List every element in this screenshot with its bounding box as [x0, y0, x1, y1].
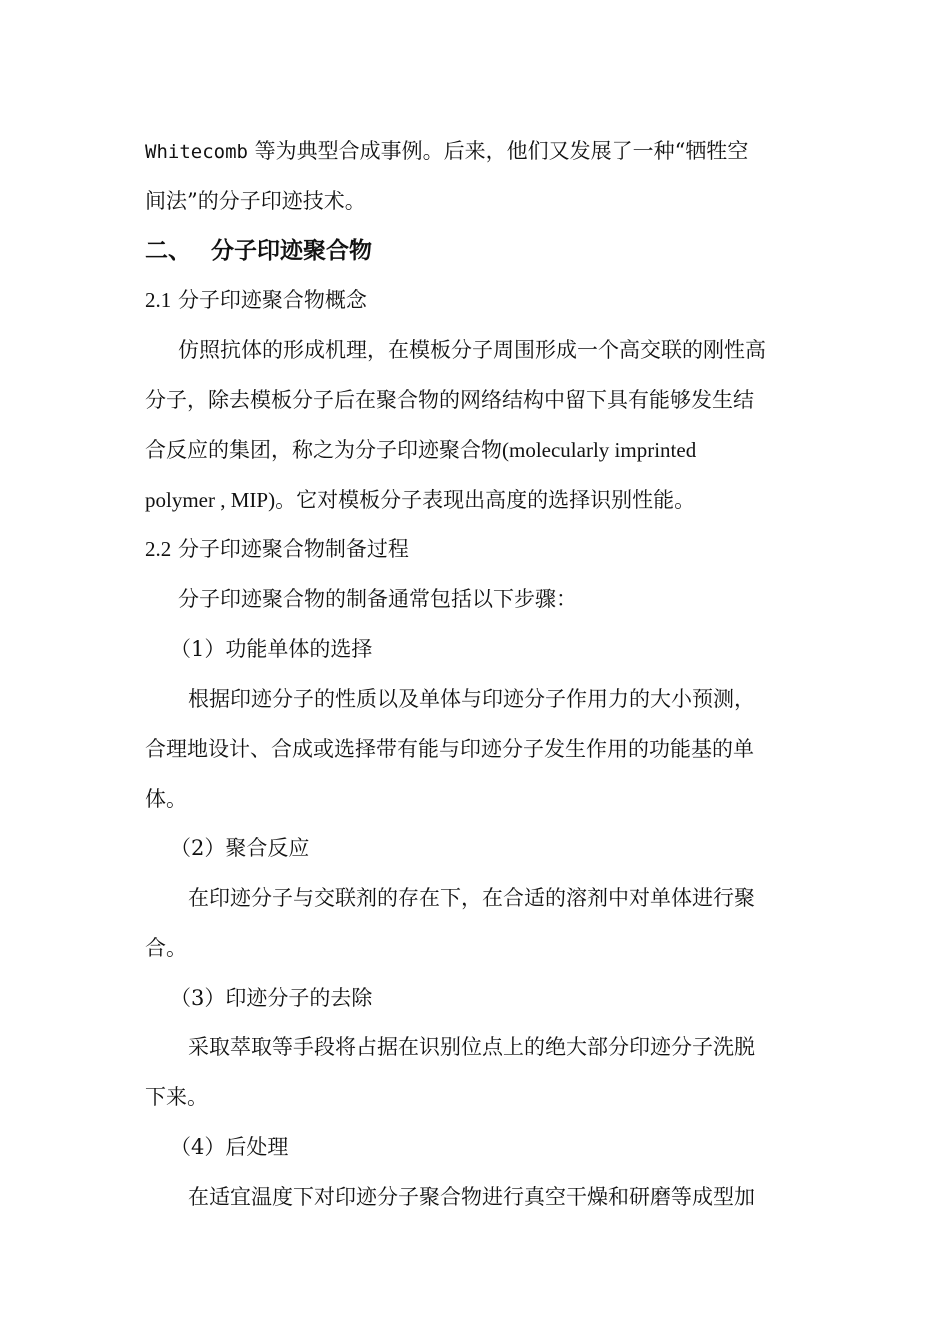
intro-line-2: 间法”的分子印迹技术。 [145, 189, 366, 213]
step-2-title: （2）聚合反应 [170, 836, 310, 860]
section-2-title: 分子印迹聚合物 [211, 238, 372, 264]
s21-para-line-3 [145, 435, 810, 465]
s21-para-line-2: 分子，除去模板分子后在聚合物的网络结构中留下具有能够发生结 [145, 388, 754, 412]
step-2-line-1: 在印迹分子与交联剂的存在下，在合适的溶剂中对单体进行聚 [188, 886, 755, 910]
subsection-2-2-number: 2.2 [145, 537, 172, 561]
step-1-line-3: 体。 [145, 787, 187, 811]
step-3-title: （3）印迹分子的去除 [170, 986, 373, 1010]
s22-intro: 分子印迹聚合物的制备通常包括以下步骤： [178, 587, 577, 611]
subsection-2-1-heading [145, 285, 810, 315]
author-name: Whitecomb [145, 141, 248, 163]
step-1-line-1: 根据印迹分子的性质以及单体与印迹分子作用力的大小预测， [188, 687, 755, 711]
s21-para-line-4 [145, 485, 810, 515]
intro-line-1-text: 等为典型合成事例。后来，他们又发展了一种“牺牲空 [254, 139, 749, 163]
step-4-title: （4）后处理 [170, 1135, 289, 1159]
s21-para-line-1: 仿照抗体的形成机理，在模板分子周围形成一个高交联的刚性高 [178, 338, 766, 362]
s21-para-line-4-en: polymer , MIP) [145, 488, 276, 512]
s21-para-line-4-cn: 。它对模板分子表现出高度的选择识别性能。 [275, 488, 696, 512]
step-1-title: （1）功能单体的选择 [170, 637, 373, 661]
step-2-line-2: 合。 [145, 936, 187, 960]
subsection-2-2-title: 分子印迹聚合物制备过程 [177, 537, 409, 561]
step-3-line-2: 下来。 [145, 1085, 208, 1109]
s21-para-line-3-en: (molecularly imprinted [502, 438, 697, 462]
section-2-number: 二、 [145, 238, 191, 264]
subsection-2-2-heading [145, 534, 810, 564]
section-2-heading [145, 236, 810, 266]
step-4-line-1: 在适宜温度下对印迹分子聚合物进行真空干燥和研磨等成型加 [188, 1185, 755, 1209]
subsection-2-1-title: 分子印迹聚合物概念 [177, 288, 367, 312]
subsection-2-1-number: 2.1 [145, 288, 172, 312]
s21-para-line-3-cn: 合反应的集团，称之为分子印迹聚合物 [145, 438, 502, 462]
step-1-line-2: 合理地设计、合成或选择带有能与印迹分子发生作用的功能基的单 [145, 737, 754, 761]
intro-line-1 [145, 136, 810, 167]
step-3-line-1: 采取萃取等手段将占据在识别位点上的绝大部分印迹分子洗脱 [188, 1035, 755, 1059]
